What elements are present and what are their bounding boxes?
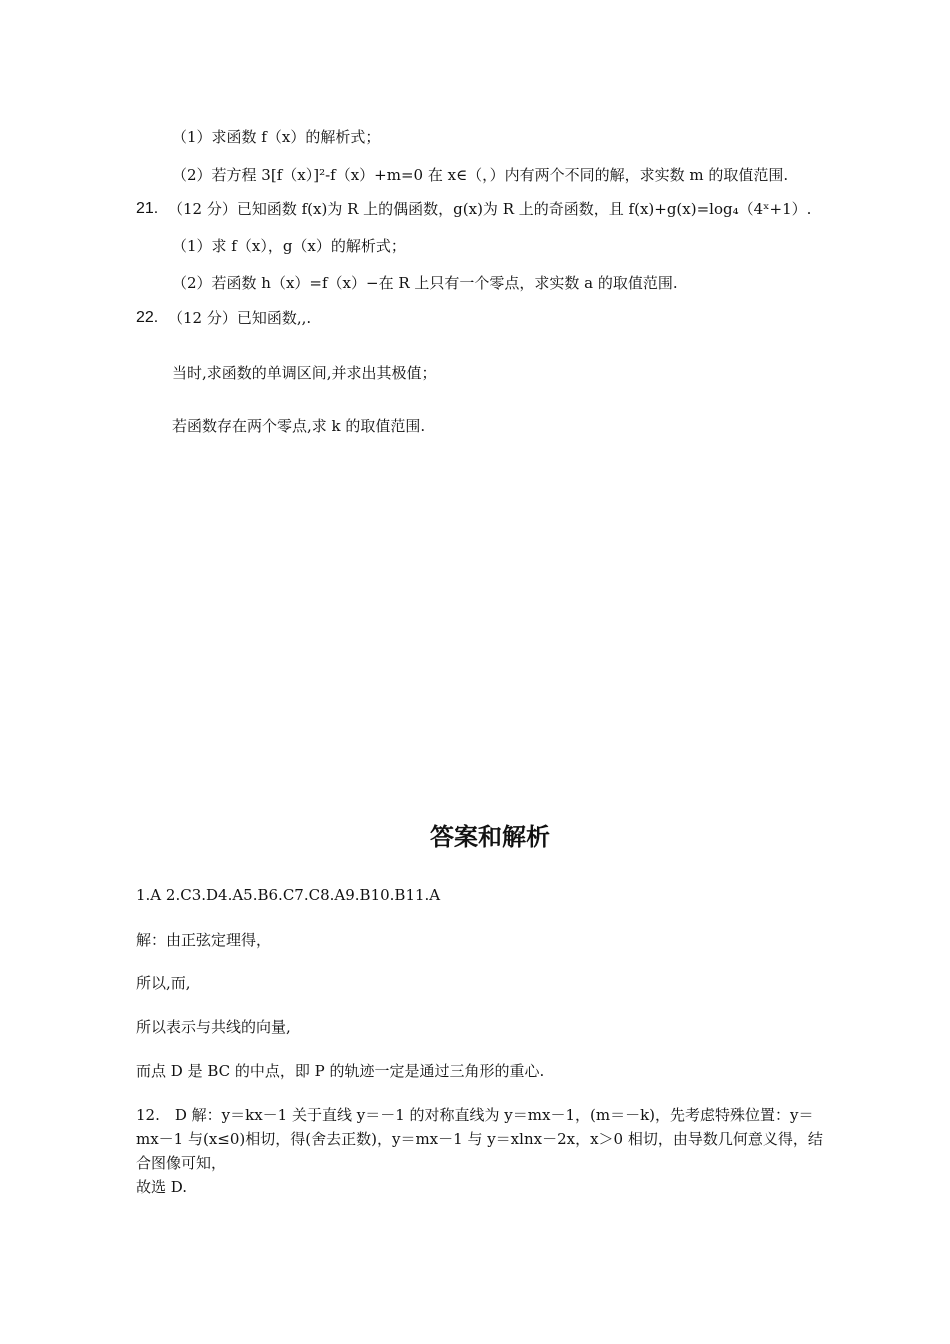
solution-line-2: 所以,而, <box>136 974 191 992</box>
q21-part2: （2）若函数 h（x）=f（x）−在 R 上只有一个零点，求实数 a 的取值范围. <box>172 274 678 292</box>
solution-line-3: 所以表示与共线的向量, <box>136 1018 291 1036</box>
solution-line-4: 而点 D 是 BC 的中点，即 P 的轨迹一定是通过三角形的重心. <box>136 1062 545 1080</box>
solution-line-1: 解：由正弦定理得， <box>136 931 272 949</box>
q22-number: 22. <box>136 309 159 326</box>
q20-part1: （1）求函数 f（x）的解析式； <box>172 128 381 146</box>
q21-number: 21. <box>136 200 159 217</box>
q20-part2: （2）若方程 3[f（x）]²-f（x）+m=0 在 x∈（，）内有两个不同的解，求实数 m 的取值范围. <box>172 166 789 184</box>
answer-choices: 1.A 2.C3.D4.A5.B6.C7.C8.A9.B10.B11.A <box>136 886 441 904</box>
q12-solution-line-1: 12. D 解：y＝kx－1 关于直线 y＝－1 的对称直线为 y＝mx－1，(m＝－k)，先考虑特殊位置：y＝ <box>136 1106 814 1124</box>
q12-solution-line-3: 合图像可知， <box>136 1154 227 1172</box>
q12-solution-line-4: 故选 D. <box>136 1178 188 1196</box>
q12-solution-line-2: mx－1 与(x≤0)相切，得(舍去正数)，y＝mx－1 与 y＝xlnx－2x，x＞0 相切，由导数几何意义得，结 <box>136 1130 823 1148</box>
q21-part1: （1）求 f（x），g（x）的解析式； <box>172 237 406 255</box>
answers-title: 答案和解析 <box>430 823 550 851</box>
q21-stem: （12 分）已知函数 f(x)为 R 上的偶函数，g(x)为 R 上的奇函数，且 f(x)+g(x)=log₄（4ˣ+1）. <box>168 200 812 218</box>
q22-part1: 当时,求函数的单调区间,并求出其极值； <box>172 364 437 382</box>
q22-stem: （12 分）已知函数,,. <box>168 309 312 327</box>
q22-part2: 若函数存在两个零点,求 k 的取值范围. <box>172 417 426 435</box>
